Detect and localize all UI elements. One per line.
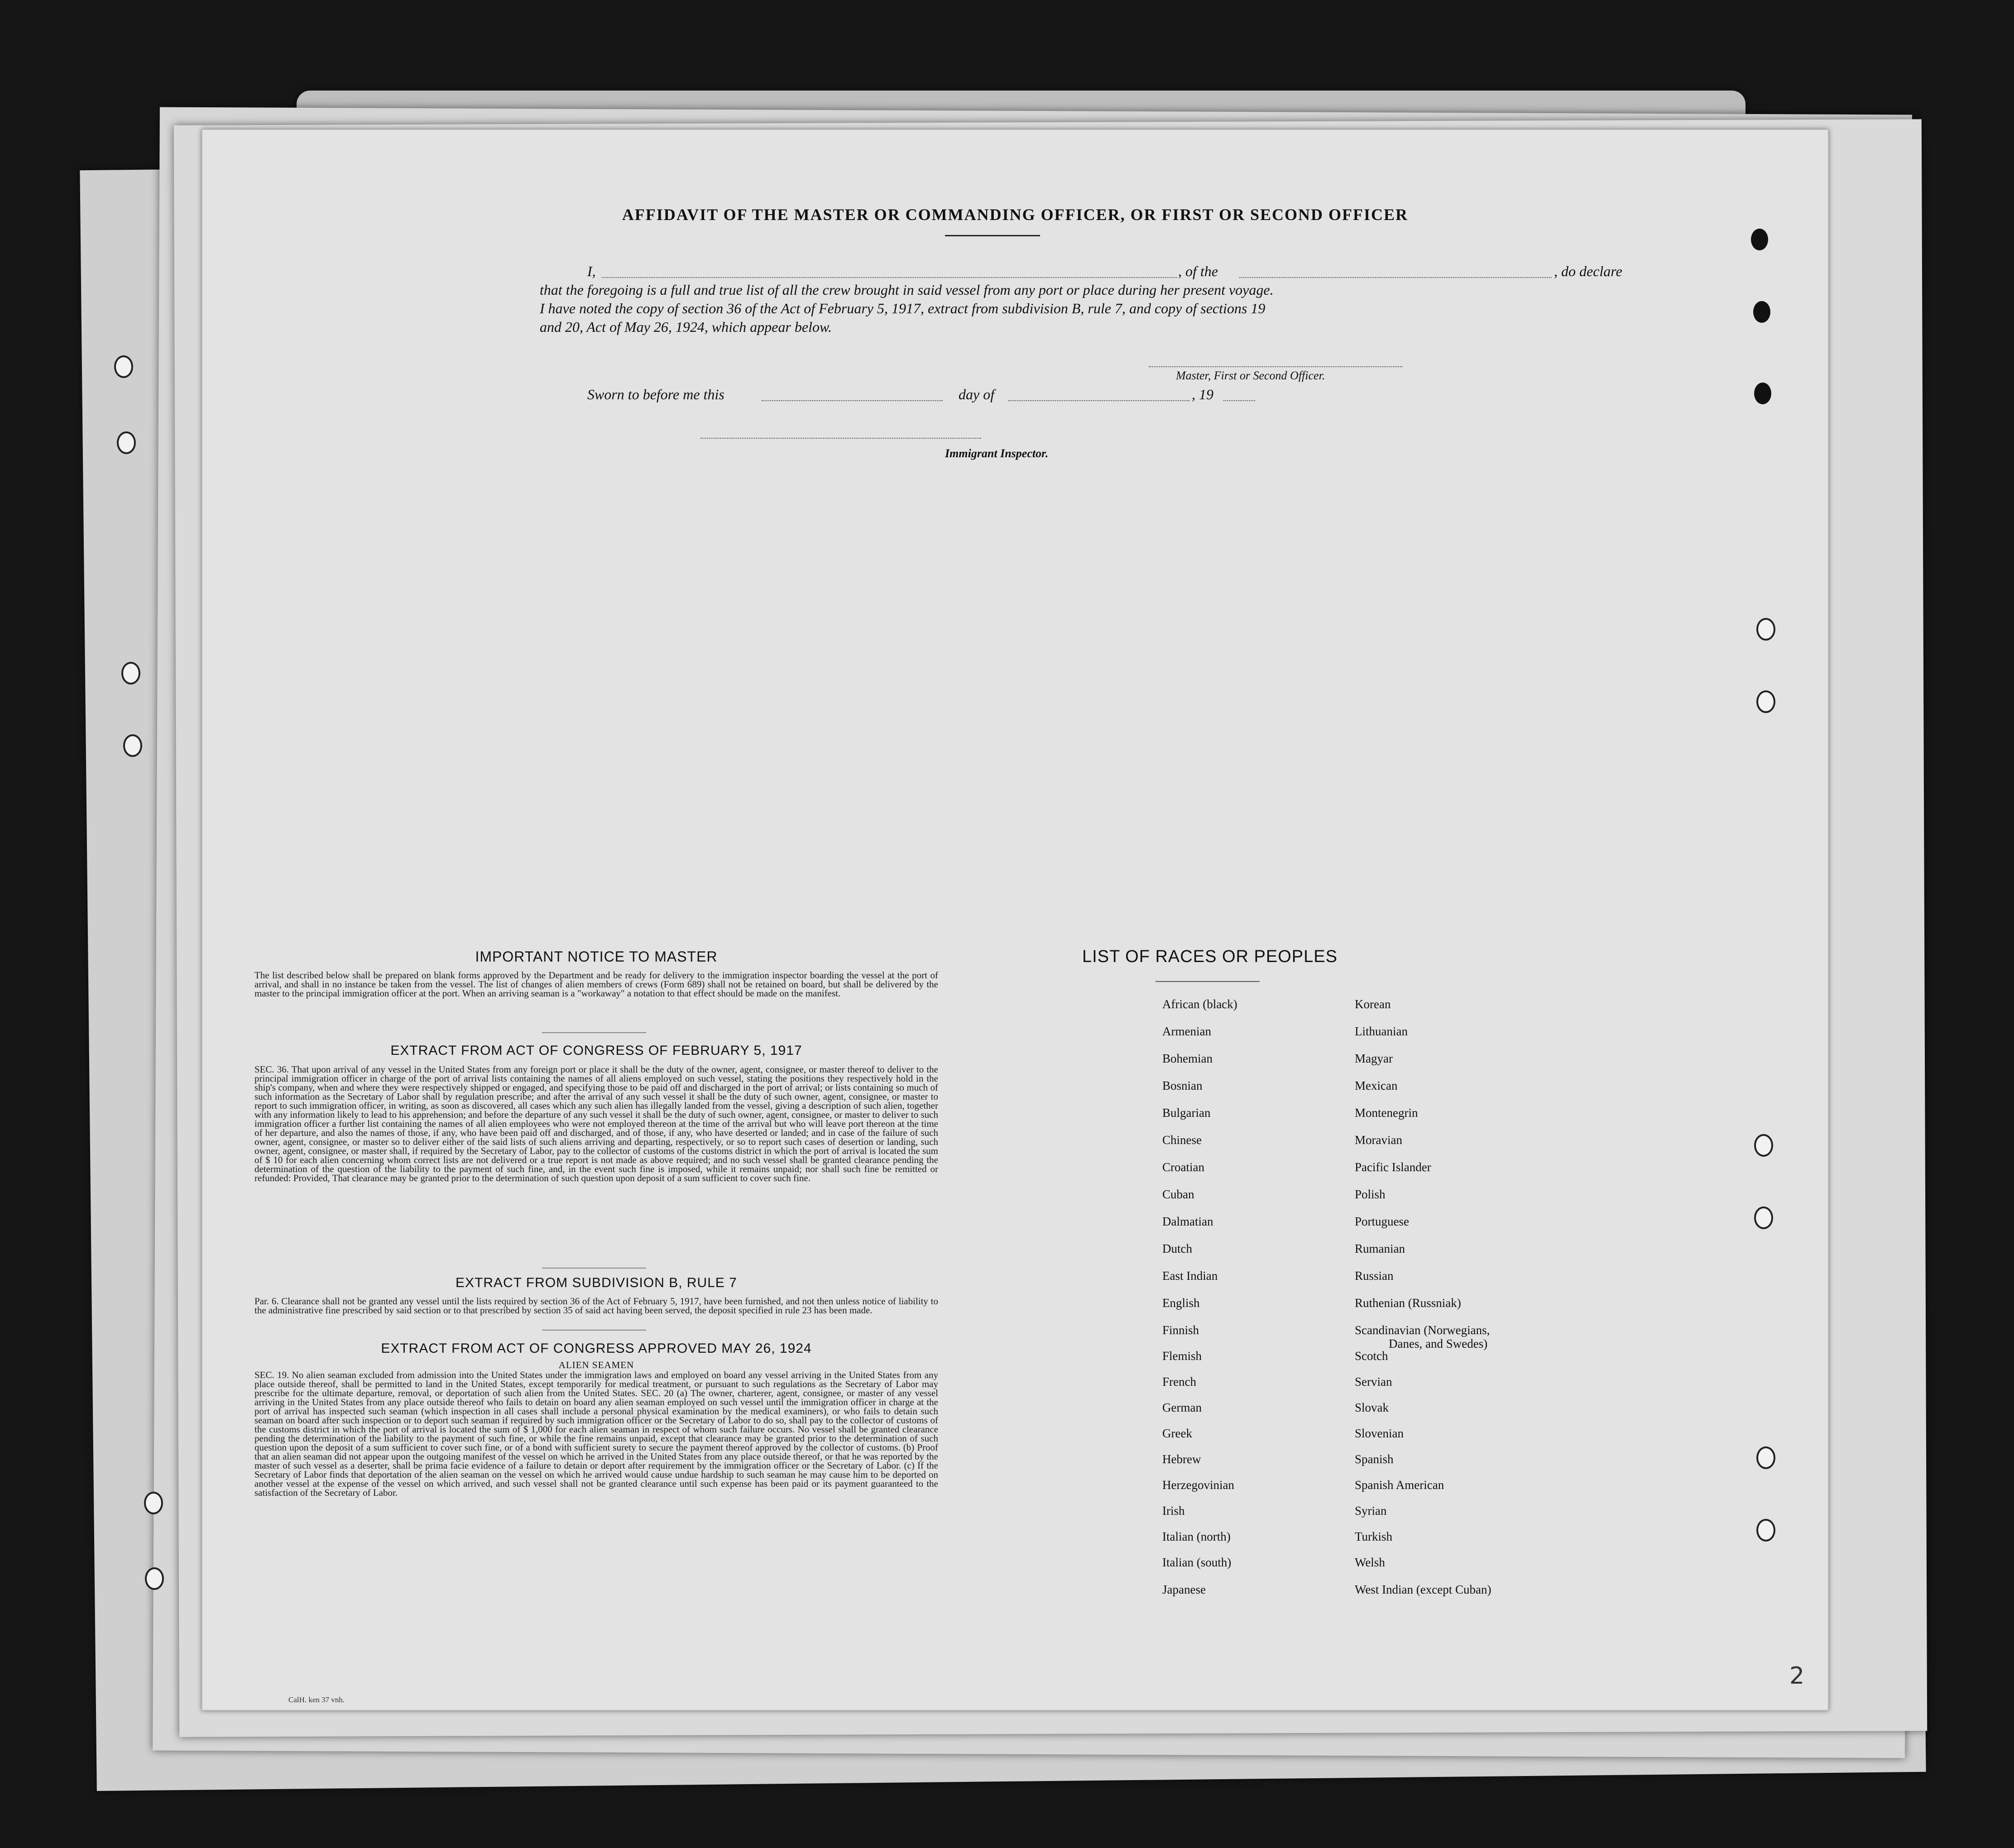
- race-item: Polish: [1355, 1187, 1386, 1201]
- name-blank[interactable]: [602, 277, 1177, 278]
- sworn-label: Sworn to before me this: [587, 386, 724, 402]
- race-item: Russian: [1355, 1269, 1394, 1283]
- race-item: Hebrew: [1162, 1452, 1201, 1466]
- race-item: Italian (south): [1162, 1556, 1232, 1569]
- section-separator: [542, 1032, 646, 1033]
- race-item: Herzegovinian: [1162, 1478, 1234, 1492]
- extract-1924-title: EXTRACT FROM ACT OF CONGRESS APPROVED MAY 26, 1924: [381, 1341, 812, 1356]
- race-item: Croatian: [1162, 1160, 1204, 1174]
- punch-hole: [123, 734, 142, 757]
- race-item: Slovenian: [1355, 1427, 1404, 1440]
- notice-text: The list described below shall be prepared on blank forms approved by the Department and be ready for delivery to the immigration inspector boarding the vessel at the port of arrival, and shall in no instance be taken from the vessel. The list of changes of alien members of crews (Form 689) shall not be retained on board, but shall be delivered by the master to the principal immigration officer at the port. When an arriving seaman is a "workaway" a notation to that effect should be made on the manifest.: [254, 970, 938, 999]
- inspector-label: Immigrant Inspector.: [945, 447, 1049, 460]
- race-item: Spanish American: [1355, 1478, 1444, 1492]
- race-item: Mexican: [1355, 1079, 1398, 1092]
- race-item: Finnish: [1162, 1323, 1199, 1337]
- race-item: Turkish: [1355, 1530, 1393, 1543]
- punch-hole: [1754, 1134, 1773, 1157]
- race-item: Lithuanian: [1355, 1025, 1408, 1038]
- race-item: Italian (north): [1162, 1530, 1231, 1543]
- inspector-signature-line[interactable]: [700, 438, 981, 439]
- race-item: Spanish: [1355, 1452, 1394, 1466]
- race-item: French: [1162, 1375, 1196, 1388]
- race-item: Montenegrin: [1355, 1106, 1418, 1120]
- race-item: Dutch: [1162, 1242, 1192, 1255]
- race-item: Moravian: [1355, 1133, 1402, 1147]
- race-item: Flemish: [1162, 1349, 1202, 1363]
- printer-mark: CalH. ken 37 vnh.: [288, 1695, 345, 1704]
- vessel-blank[interactable]: [1239, 277, 1552, 278]
- signer-label: Master, First or Second Officer.: [1176, 369, 1325, 382]
- race-item: Chinese: [1162, 1133, 1202, 1147]
- punch-hole: [1754, 1206, 1773, 1229]
- extract-1924-text: SEC. 19. No alien seaman excluded from admission into the United States under the immigration laws and employed on board any vessel arriving in the United States from any place outside thereof, shall be permitted to land in the United States, except temporarily for medical treatment, or pursuant to such regulations as the Secretary of Labor may prescribe for the ultimate departure, removal, or deportation of such alien from the United States. SEC. 20 (a) The owner, charterer, agent, consignee, or master of any vessel arriving in the United States from any place outside thereof who fails to detain on board any alien seaman employed on such vessel until the immigration officer in charge at the port of arrival has inspected such seaman (which inspection in all cases shall include a personal physical examination by the medical examiners), or who fails to detain such seaman on board after such inspection or to deport such seaman if required by such immigration officer or the Secretary of Labor to do so, shall pay to the collector of customs of the customs district in which the port of arrival is located the sum of $ 1,000 for each alien seaman in respect of whom such failure occurs. No vessel shall be granted clearance pending the determination of the liability to the payment of such fine, or while the fine remains unpaid, except that clearance may be granted prior to the determination of such question upon the deposit of a sum sufficient to cover such fine, or of a bond with sufficient surety to secure the payment thereof approved by the collector of customs. (b) Proof that an alien seaman did not appear upon the outgoing manifest of the vessel on which he arrived in the United States from any place outside thereof, or that he was reported by the master of such vessel as a deserter, shall be prima facie evidence of a failure to detain or deport after requirement by the immigration officer or the Secretary of Labor. (c) If the Secretary of Labor finds that deportation of the alien seaman on the vessel on which he arrived would cause undue hardship to such seaman he may cause him to be deported on another vessel at the expense of the vessel on which arrived, and such vessel shall not be granted clearance until such expense has been paid or its payment guaranteed to the satisfaction of the Secretary of Labor.: [254, 1369, 938, 1498]
- race-item: Cuban: [1162, 1187, 1194, 1201]
- punch-hole: [145, 1567, 164, 1590]
- race-item: East Indian: [1162, 1269, 1218, 1283]
- race-item: African (black): [1162, 997, 1237, 1011]
- punch-hole: [1751, 229, 1768, 250]
- race-item: Servian: [1355, 1375, 1392, 1388]
- year-label: , 19: [1192, 386, 1213, 402]
- race-item: Dalmatian: [1162, 1215, 1213, 1228]
- affidavit-i: I,: [587, 263, 596, 279]
- rule7-title: EXTRACT FROM SUBDIVISION B, RULE 7: [456, 1275, 737, 1290]
- affidavit-line3: I have noted the copy of section 36 of the Act of February 5, 1917, extract from subdivision B, rule 7, and copy of sections 19: [540, 300, 1266, 316]
- punch-hole: [144, 1492, 163, 1514]
- race-item: Bosnian: [1162, 1079, 1203, 1092]
- punch-hole: [1756, 1519, 1775, 1542]
- alien-seamen-subtitle: ALIEN SEAMEN: [558, 1360, 634, 1370]
- rule7-text: Par. 6. Clearance shall not be granted any vessel until the lists required by section 36 of the Act of February 5, 1917, have been furnished, and not then unless notice of liability to the administrative fine prescribed by said section or to that prescribed by section 35 of said act having been served, the deposit specified in rule 23 has been made.: [254, 1296, 938, 1316]
- race-item: West Indian (except Cuban): [1355, 1583, 1491, 1596]
- year-blank[interactable]: [1223, 400, 1255, 401]
- race-item: Armenian: [1162, 1025, 1211, 1038]
- race-item: Bohemian: [1162, 1052, 1213, 1065]
- race-item: German: [1162, 1401, 1202, 1414]
- extract-1917-title: EXTRACT FROM ACT OF CONGRESS OF FEBRUARY 5, 1917: [390, 1043, 802, 1058]
- punch-hole: [1756, 618, 1775, 641]
- race-item: Rumanian: [1355, 1242, 1405, 1255]
- extract-1917-text: SEC. 36. That upon arrival of any vessel in the United States from any foreign port or place it shall be the duty of the owner, agent, consignee, or master thereof to deliver to the principal immigration officer in charge of the port of arrival lists containing the names of all aliens employed on such vessel, stating the positions they respectively hold in the ship's company, when and where they were respectively shipped or engaged, and specifying those to be paid off and discharged in the port of arrival; or lists containing so much of such information as the Secretary of Labor shall by regulation prescribe; and after the arrival of any such vessel it shall be the duty of such owner, agent, consignee, or master to report to such immigration officer, in writing, as soon as discovered, all cases which any such alien has illegally landed from the vessel, giving a description of such alien, together with any information likely to lead to his apprehension; and before the departure of any such vessel it shall be the duty of such owner, agent, consignee, or master to deliver to such immigration officer a further list containing the names of all alien employees who were not employed thereon at the time of the arrival but who will leave port thereon at the time of her departure, and also the names of those, if any, who have been paid off and discharged, and of those, if any, who have deserted or landed; and in case of the failure of such owner, agent, consignee, or master so to deliver either of the said lists of such aliens arriving and departing, respectively, or so to report such cases of desertion or landing, such owner, agent, consignee, or master shall, if required by the Secretary of Labor, pay to the collector of customs of the customs district in which the port of arrival is located the sum of $ 10 for each alien concerning whom correct lists are not delivered or a true report is not made as above required; and no such vessel shall be granted clearance pending the determination of the question of the liability to the payment of such fine, and, in the event such fine is imposed, while it remains unpaid; nor shall such fine be remitted or refunded: Provided, That clearance may be granted prior to the determination of such question upon deposit of a sum sufficient to cover such fine.: [254, 1064, 938, 1183]
- race-item: Welsh: [1355, 1556, 1385, 1569]
- race-item: Scandinavian (Norwegians,: [1355, 1323, 1490, 1337]
- sworn-month-blank[interactable]: [1008, 400, 1189, 401]
- notice-title: IMPORTANT NOTICE TO MASTER: [475, 948, 718, 965]
- sworn-day-blank[interactable]: [762, 400, 943, 401]
- title-rule: [945, 235, 1040, 236]
- race-item: Scotch: [1355, 1349, 1388, 1363]
- race-item: Greek: [1162, 1427, 1192, 1440]
- page-number-mark: 2: [1789, 1662, 1805, 1690]
- affidavit-of-the: , of the: [1178, 263, 1218, 279]
- punch-hole: [114, 355, 133, 378]
- section-separator: [542, 1330, 646, 1331]
- races-rule: [1156, 981, 1260, 982]
- race-item: Irish: [1162, 1504, 1185, 1518]
- race-item: Japanese: [1162, 1583, 1206, 1596]
- race-item: Syrian: [1355, 1504, 1387, 1518]
- race-item: Pacific Islander: [1355, 1160, 1431, 1174]
- punch-hole: [1756, 1446, 1775, 1469]
- race-item: Portuguese: [1355, 1215, 1409, 1228]
- race-item: Bulgarian: [1162, 1106, 1211, 1120]
- signature-line[interactable]: [1149, 366, 1402, 367]
- manifest-page: [201, 129, 1829, 1711]
- race-item: Danes, and Swedes): [1389, 1337, 1488, 1350]
- punch-hole: [117, 431, 136, 454]
- day-of-label: day of: [959, 386, 995, 402]
- race-item: Korean: [1355, 997, 1391, 1011]
- affidavit-line2: that the foregoing is a full and true list of all the crew brought in said vessel from any port or place during her present voyage.: [540, 282, 1274, 298]
- affidavit-title: AFFIDAVIT OF THE MASTER OR COMMANDING OFFICER, OR FIRST OR SECOND OFFICER: [622, 206, 1409, 224]
- punch-hole: [1754, 383, 1771, 404]
- punch-hole: [1753, 301, 1770, 323]
- punch-hole: [121, 662, 140, 685]
- punch-hole: [1756, 690, 1775, 713]
- race-item: Magyar: [1355, 1052, 1393, 1065]
- races-title: LIST OF RACES OR PEOPLES: [1082, 947, 1338, 966]
- race-item: English: [1162, 1296, 1200, 1310]
- affidavit-line4: and 20, Act of May 26, 1924, which appear below.: [540, 319, 832, 335]
- race-item: Ruthenian (Russniak): [1355, 1296, 1461, 1310]
- affidavit-declare: , do declare: [1554, 263, 1622, 279]
- race-item: Slovak: [1355, 1401, 1389, 1414]
- section-separator: [542, 1268, 646, 1269]
